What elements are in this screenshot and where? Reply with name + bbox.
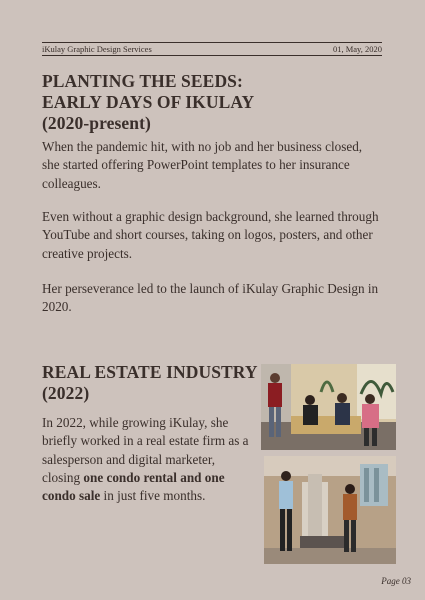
- paragraph-highlight: one condo rental and one condo sale: [42, 469, 225, 504]
- section-title-real-estate: [42, 362, 258, 404]
- paragraph-learning: Even without a graphic design background, she learned through YouTube and short courses, taking on logos, posters, and other creative projects.: [42, 209, 379, 261]
- page-header: [42, 42, 382, 56]
- paragraph-real-estate: [42, 414, 254, 505]
- header-date: 01, May, 2020: [332, 44, 382, 54]
- header-company-name: iKulay Graphic Design Services: [42, 44, 152, 54]
- title-line: (2020-present): [42, 113, 151, 133]
- paragraph-launch: Her perseverance led to the launch of iKulay Graphic Design in 2020.: [42, 281, 379, 315]
- title-line: PLANTING THE SEEDS:: [42, 71, 243, 91]
- title-line: (2022): [42, 383, 90, 403]
- section-title-planting-seeds: [42, 71, 254, 134]
- paragraph-pandemic: When the pandemic hit, with no job and her business closed, she started offering PowerPoint templates to her insurance colleagues.: [42, 139, 363, 191]
- title-line: REAL ESTATE INDUSTRY: [42, 362, 258, 382]
- condo-model-photo-icon: [264, 456, 396, 564]
- title-line: EARLY DAYS OF IKULAY: [42, 92, 255, 112]
- paragraph-text: in just five months.: [100, 488, 206, 504]
- page-number: Page 03: [381, 576, 411, 586]
- paragraph-text: In 2022, while growing iKulay, she briefly worked in a real estate firm as a salesperson and digital marketer, closing: [42, 415, 249, 485]
- group-photo-office-icon: [261, 364, 396, 450]
